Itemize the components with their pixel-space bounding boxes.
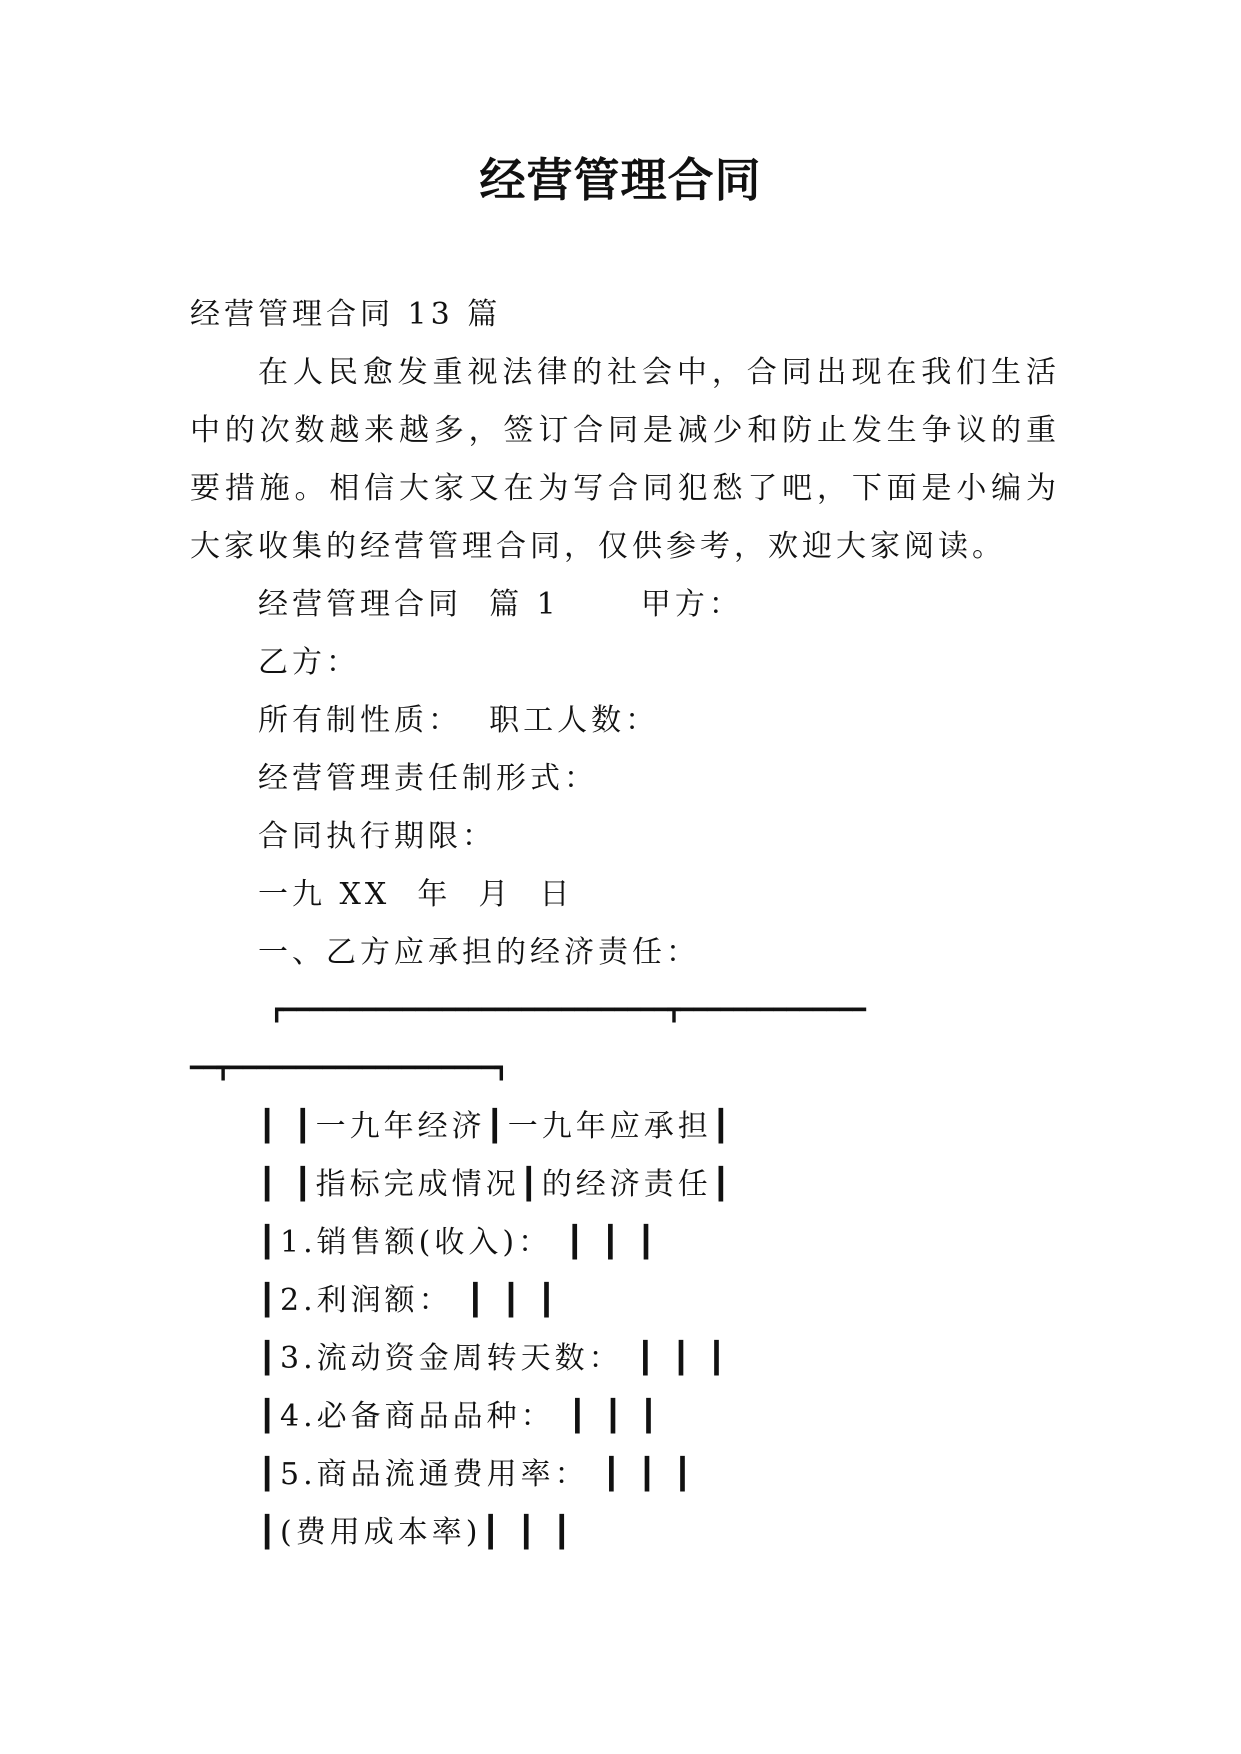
- table-row: ┃5.商品流通费用率： ┃ ┃ ┃: [258, 1457, 696, 1492]
- table-row: ┃4.必备商品品种： ┃ ┃ ┃: [258, 1399, 662, 1434]
- document-title: 经营管理合同: [479, 153, 762, 207]
- table-row: ┃1.销售额(收入)： ┃ ┃ ┃: [258, 1225, 659, 1260]
- table-row: ┃3.流动资金周转天数： ┃ ┃ ┃: [258, 1341, 730, 1376]
- document-body: [190, 286, 1060, 1562]
- heading-line: 经营管理合同 13 篇: [190, 297, 502, 332]
- table-border-top-continued: ━━┳━━━━━━━━━━━━━━━━━━━━┓: [190, 1056, 508, 1081]
- section-line-ownership: 所有制性质： 职工人数：: [258, 703, 660, 738]
- section-line-party-a: 经营管理合同 篇 1 甲方：: [258, 587, 743, 622]
- section-line-term: 合同执行期限：: [258, 819, 496, 854]
- table-row: ┃ ┃指标完成情况┃的经济责任┃: [258, 1167, 734, 1202]
- table-border-top: ┏━━━━━━━━━━━━━━━━━━━━━━━━━━━━━┳━━━━━━━━━━━━━━: [270, 998, 867, 1023]
- table-row: ┃ ┃一九年经济┃一九年应承担┃: [258, 1109, 734, 1144]
- section-line-party-b: 乙方：: [258, 645, 360, 680]
- table-row: ┃2.利润额： ┃ ┃ ┃: [258, 1283, 560, 1318]
- section-line-date: 一九 XX 年 月 日: [258, 877, 574, 912]
- table-row: ┃(费用成本率)┃ ┃ ┃: [258, 1515, 575, 1550]
- section-line-responsibility-form: 经营管理责任制形式：: [258, 761, 598, 796]
- section-heading-obligations: 一、乙方应承担的经济责任：: [258, 935, 700, 970]
- intro-paragraph: 在人民愈发重视法律的社会中，合同出现在我们生活中的次数越来越多，签订合同是减少和防止发生争议的重要措施。相信大家又在为写合同犯愁了吧，下面是小编为大家收集的经营管理合同，仅供参考，欢迎大家阅读。: [190, 355, 1060, 564]
